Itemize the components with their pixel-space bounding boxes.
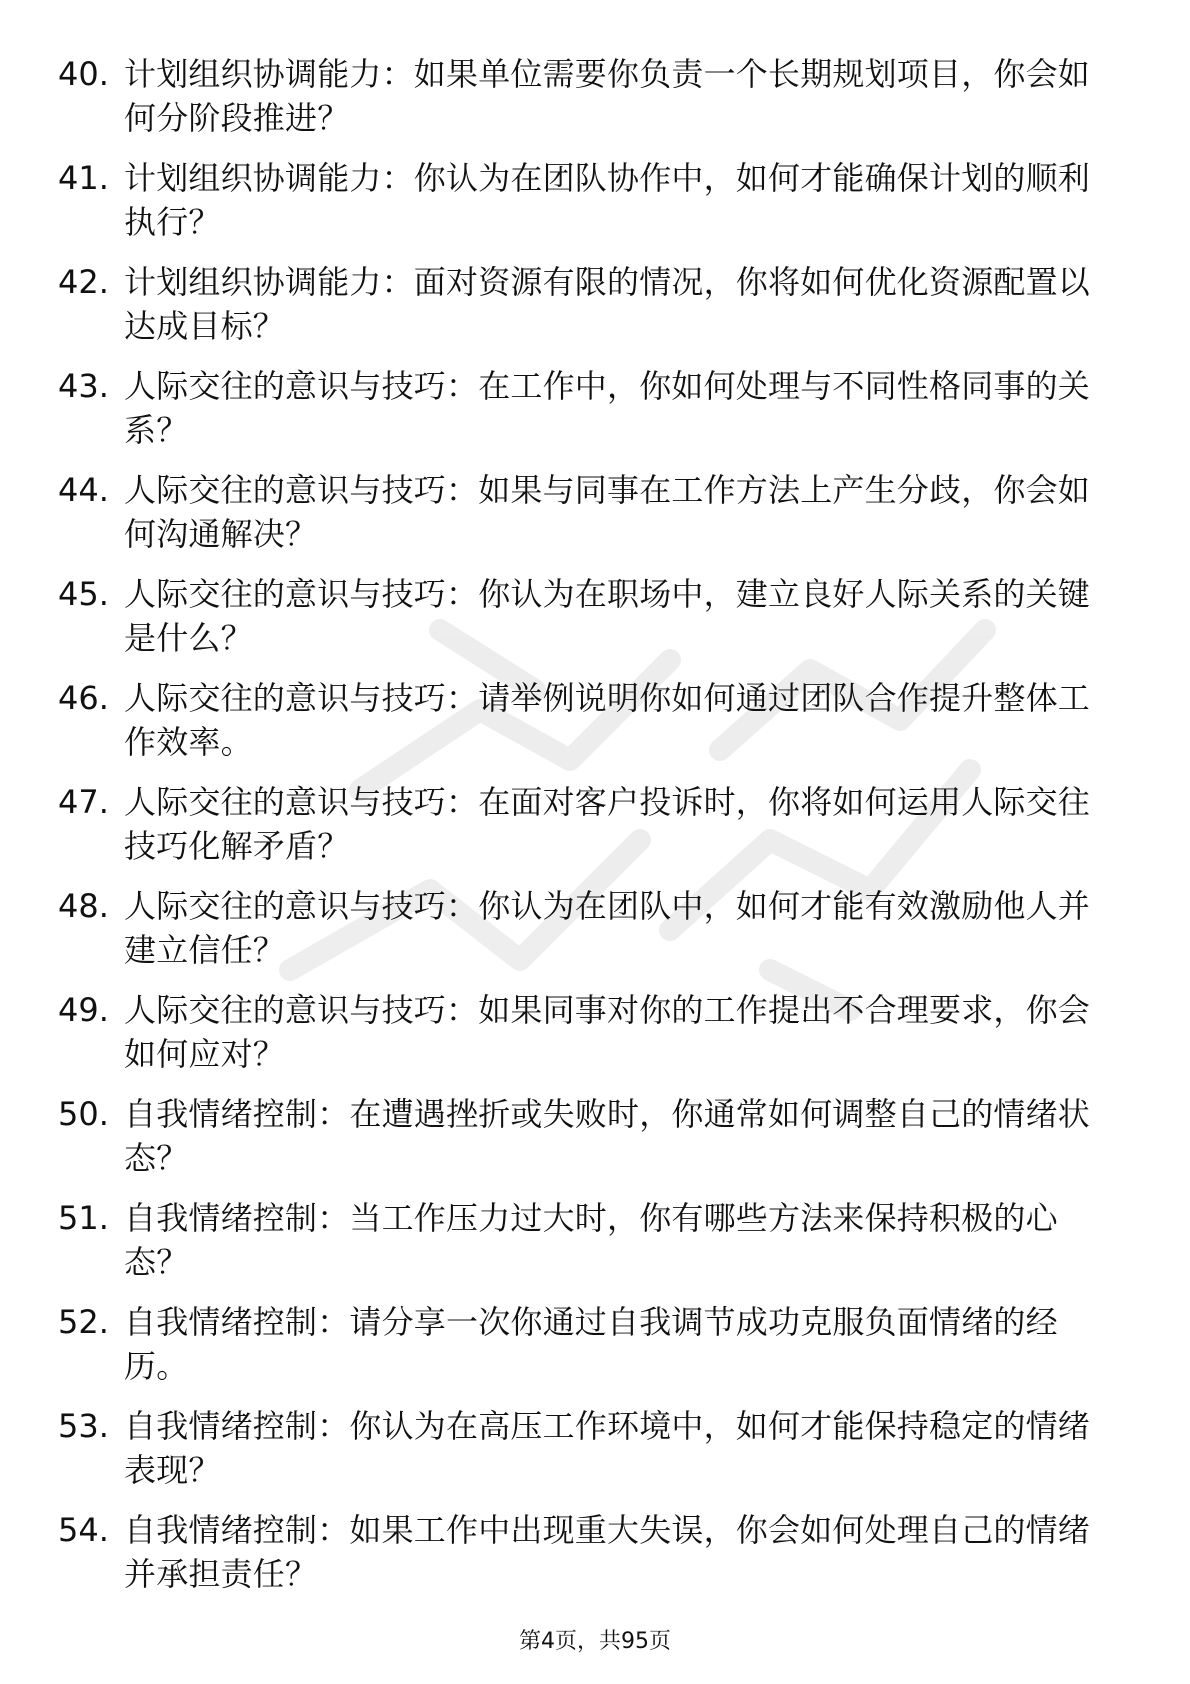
question-text: 计划组织协调能力：如果单位需要你负责一个长期规划项目，你会如何分阶段推进？ xyxy=(124,55,1091,137)
question-item xyxy=(58,468,1118,572)
question-text: 自我情绪控制：请分享一次你通过自我调节成功克服负面情绪的经历。 xyxy=(124,1303,1058,1385)
question-number: 48. xyxy=(58,887,109,925)
question-number: 46. xyxy=(58,679,109,717)
question-text: 自我情绪控制：如果工作中出现重大失误，你会如何处理自己的情绪并承担责任？ xyxy=(124,1511,1091,1593)
question-item xyxy=(58,1404,1118,1508)
question-item xyxy=(58,156,1118,260)
question-text: 计划组织协调能力：你认为在团队协作中，如何才能确保计划的顺利执行？ xyxy=(124,159,1091,241)
question-text: 自我情绪控制：当工作压力过大时，你有哪些方法来保持积极的心态？ xyxy=(124,1199,1058,1281)
question-number: 53. xyxy=(58,1407,109,1445)
question-item xyxy=(58,572,1118,676)
question-number: 44. xyxy=(58,471,109,509)
question-item xyxy=(58,260,1118,364)
question-item xyxy=(58,1300,1118,1404)
question-text: 人际交往的意识与技巧：在工作中，你如何处理与不同性格同事的关系？ xyxy=(124,367,1091,449)
question-text: 人际交往的意识与技巧：你认为在职场中，建立良好人际关系的关键是什么？ xyxy=(124,575,1091,657)
question-text: 人际交往的意识与技巧：如果同事对你的工作提出不合理要求，你会如何应对？ xyxy=(124,991,1091,1073)
question-text: 人际交往的意识与技巧：请举例说明你如何通过团队合作提升整体工作效率。 xyxy=(124,679,1091,761)
question-number: 47. xyxy=(58,783,109,821)
question-number: 40. xyxy=(58,55,109,93)
question-text: 人际交往的意识与技巧：在面对客户投诉时，你将如何运用人际交往技巧化解矛盾？ xyxy=(124,783,1091,865)
question-text: 计划组织协调能力：面对资源有限的情况，你将如何优化资源配置以达成目标？ xyxy=(124,263,1091,345)
question-item xyxy=(58,52,1118,156)
question-item xyxy=(58,1196,1118,1300)
question-number: 41. xyxy=(58,159,109,197)
question-item xyxy=(58,1092,1118,1196)
question-item xyxy=(58,364,1118,468)
question-text: 自我情绪控制：在遭遇挫折或失败时，你通常如何调整自己的情绪状态？ xyxy=(124,1095,1091,1177)
question-list xyxy=(58,52,1118,1612)
question-item xyxy=(58,780,1118,884)
question-number: 49. xyxy=(58,991,109,1029)
question-number: 42. xyxy=(58,263,109,301)
question-number: 51. xyxy=(58,1199,109,1237)
question-item xyxy=(58,988,1118,1092)
question-text: 人际交往的意识与技巧：如果与同事在工作方法上产生分歧，你会如何沟通解决？ xyxy=(124,471,1091,553)
question-item xyxy=(58,1508,1118,1612)
question-text: 自我情绪控制：你认为在高压工作环境中，如何才能保持稳定的情绪表现？ xyxy=(124,1407,1091,1489)
question-number: 43. xyxy=(58,367,109,405)
question-number: 54. xyxy=(58,1511,109,1549)
question-item xyxy=(58,884,1118,988)
question-item xyxy=(58,676,1118,780)
question-number: 45. xyxy=(58,575,109,613)
question-number: 52. xyxy=(58,1303,109,1341)
question-number: 50. xyxy=(58,1095,109,1133)
page-footer: 第4页，共95页 xyxy=(519,1629,671,1654)
question-text: 人际交往的意识与技巧：你认为在团队中，如何才能有效激励他人并建立信任？ xyxy=(124,887,1091,969)
